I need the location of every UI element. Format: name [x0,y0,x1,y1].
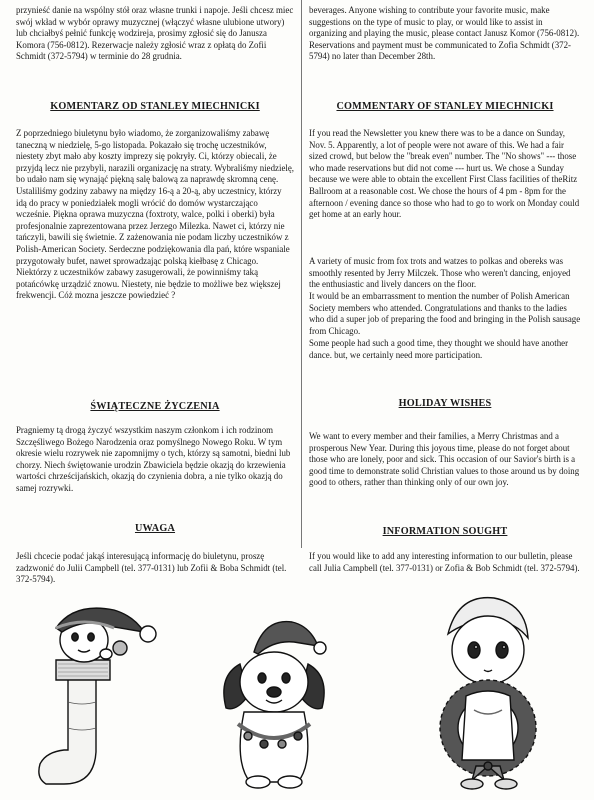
commentary-heading-pl: KOMENTARZ OD STANLEY MIECHNICKI [50,101,260,112]
intro-paragraph-en: beverages. Anyone wishing to contribute your favorite music, make suggestions on the type of music to play, or would like to assist in organizing and playing the music, please contact Janusz Komor (756-0812). Reservations and payment must be communicated to Zofia Schmidt (372-5794) no later than December 28th. [309,5,580,62]
info-body-en: If you would like to add any interesting information to our bulletin, please call Julia Campbell (tel. 377-0131) or Zofia & Bob Schmidt (tel. 372-5794). [309,551,580,573]
info-heading-en: INFORMATION SOUGHT [382,526,508,537]
commentary-body-en: If you read the Newsletter you knew there was to be a dance on Sunday, Nov. 5. Apparently, a lot of people were not aware of this. We had a fair sized crowd, but below the "break even" number. The "No shows" --- those who made reservations but did not come --- hurt us. We chose a Sunday because we were able to obtain the excellent First Class facilities of theRitz Ballroom at a reasonable cost. We chose the hours of 4 pm - 8pm for the afternoon / evening dance so those who had to go to work on Monday could get home at an early hour. [309,128,580,220]
commentary-body-en-2: A variety of music from fox trots and watzes to polkas and obereks was smoothly resented by Jerry Milczek. Those who weren't dancing, enjoyed the enthusiastic and lively dancers on the floor. [309,256,571,290]
wishes-heading-pl: ŚWIĄTECZNE ŻYCZENIA [90,401,220,412]
column-divider [301,0,302,548]
commentary-heading-en: COMMENTARY OF STANLEY MIECHNICKI [336,101,554,112]
wishes-body-pl: Pragniemy tą drogą życzyć wszystkim naszym członkom i ich rodzinom Szczęśliwego Bożego Narodzenia oraz pomyślnego Nowego Roku. W tym okresie wielu rozrywek nie zapomnijmy o tych, którzy są samotni, biedni lub chorzy. Niech świętowanie urodzin Zbawiciela będzie okazją do krzewienia wartości chrześcijańskich, okazją do czynienia dobra, a nie tylko okazją do samej rozrywki. [16,425,291,493]
intro-paragraph-pl: przynieść danie na wspólny stół oraz własne trunki i napoje. Jeśli chcesz miec swój wkład w wybór oprawy muzycznej (włączyć własne ulubione utwory) lub chciałbyś pełnić funkcję wodzireja, prosimy zgłosić się do Janusza Komora (756-0812). Rezerwacje należy zgłosić wraz z opłatą do Zofii Schmidt (372-5794) w terminie do 28 grudnia. [16,5,294,62]
stocking-child-illustration [34,602,174,792]
commentary-body-en-4: Some people had such a good time, they thought we should have another dance. but, we certainly need more participation. [309,338,569,360]
puppy-illustration [214,612,334,792]
wishes-heading-en: HOLIDAY WISHES [398,398,492,409]
commentary-body-pl: Z poprzedniego biuletynu było wiadomo, że zorganizowaliśmy zabawę taneczną w niedzielę, 5-go listopada. Pokazało się trochę uczestników, niestety zbyt mało aby koszty imprezy się pokryły. Ci, którzy obiecali, że przyjdą lecz nie przybyli, narazili organizację na straty. Wybraliśmy niedzielę, bo udało nam się wynająć piękną salę balową za naprawdę skromną cenę. Ustaliliśmy godziny zabawy na między 16-ą a 20-ą, aby uczestnicy, którzy idą do pracy w poniedziałek mogli wrócić do domów wystarczająco wcześnie. Piękna oprawa muzyczna (foxtroty, walce, polki i oberki) była profesjonalnie zaprezentowana przez Jerzego Milezka. Nawet ci, którzy nie tańczyli, bawili się świetnie. Z zażenowania nie podam liczby uczestników z Polish-American Society. Serdeczne podziękowania dla pań, które wspaniale przygotowały bufet, nawet sprowadzając polską kiełbasę z Chicago. Niektórzy z uczestników zabawy zasugerowali, że powinniśmy taką potańcówkę urządzić znowu. Niestety, nie będzie to możliwe bez większej frekwencji. Cóż mozna jeszcze powiedzieć ? [16,128,295,301]
uwaga-body: Jeśli chcecie podać jakąś interesującą informację do biuletynu, proszę zadzwonić do Julii Campbell (tel. 377-0131) lub Zofii & Boba Schmidt (tel. 372-5794). [16,551,287,585]
uwaga-heading: UWAGA [134,523,176,534]
wreath-child-illustration [418,590,558,790]
commentary-body-en-3: It would be an embarrassment to mention the number of Polish American Society members who attended. Congratulations and thanks to the ladies who did a super job of preparing the food and bringing in the Polish sausage from Chicago. [309,291,581,336]
wishes-body-en: We want to every member and their families, a Merry Christmas and a prosperous New Year. During this joyous time, please do not forget about those who are lonely, poor and sick. This occasion of our Savior's birth is a good time to demonstrate solid Christian values to those around us by doing good to others, rather than thinking only of our own joy. [309,431,580,488]
